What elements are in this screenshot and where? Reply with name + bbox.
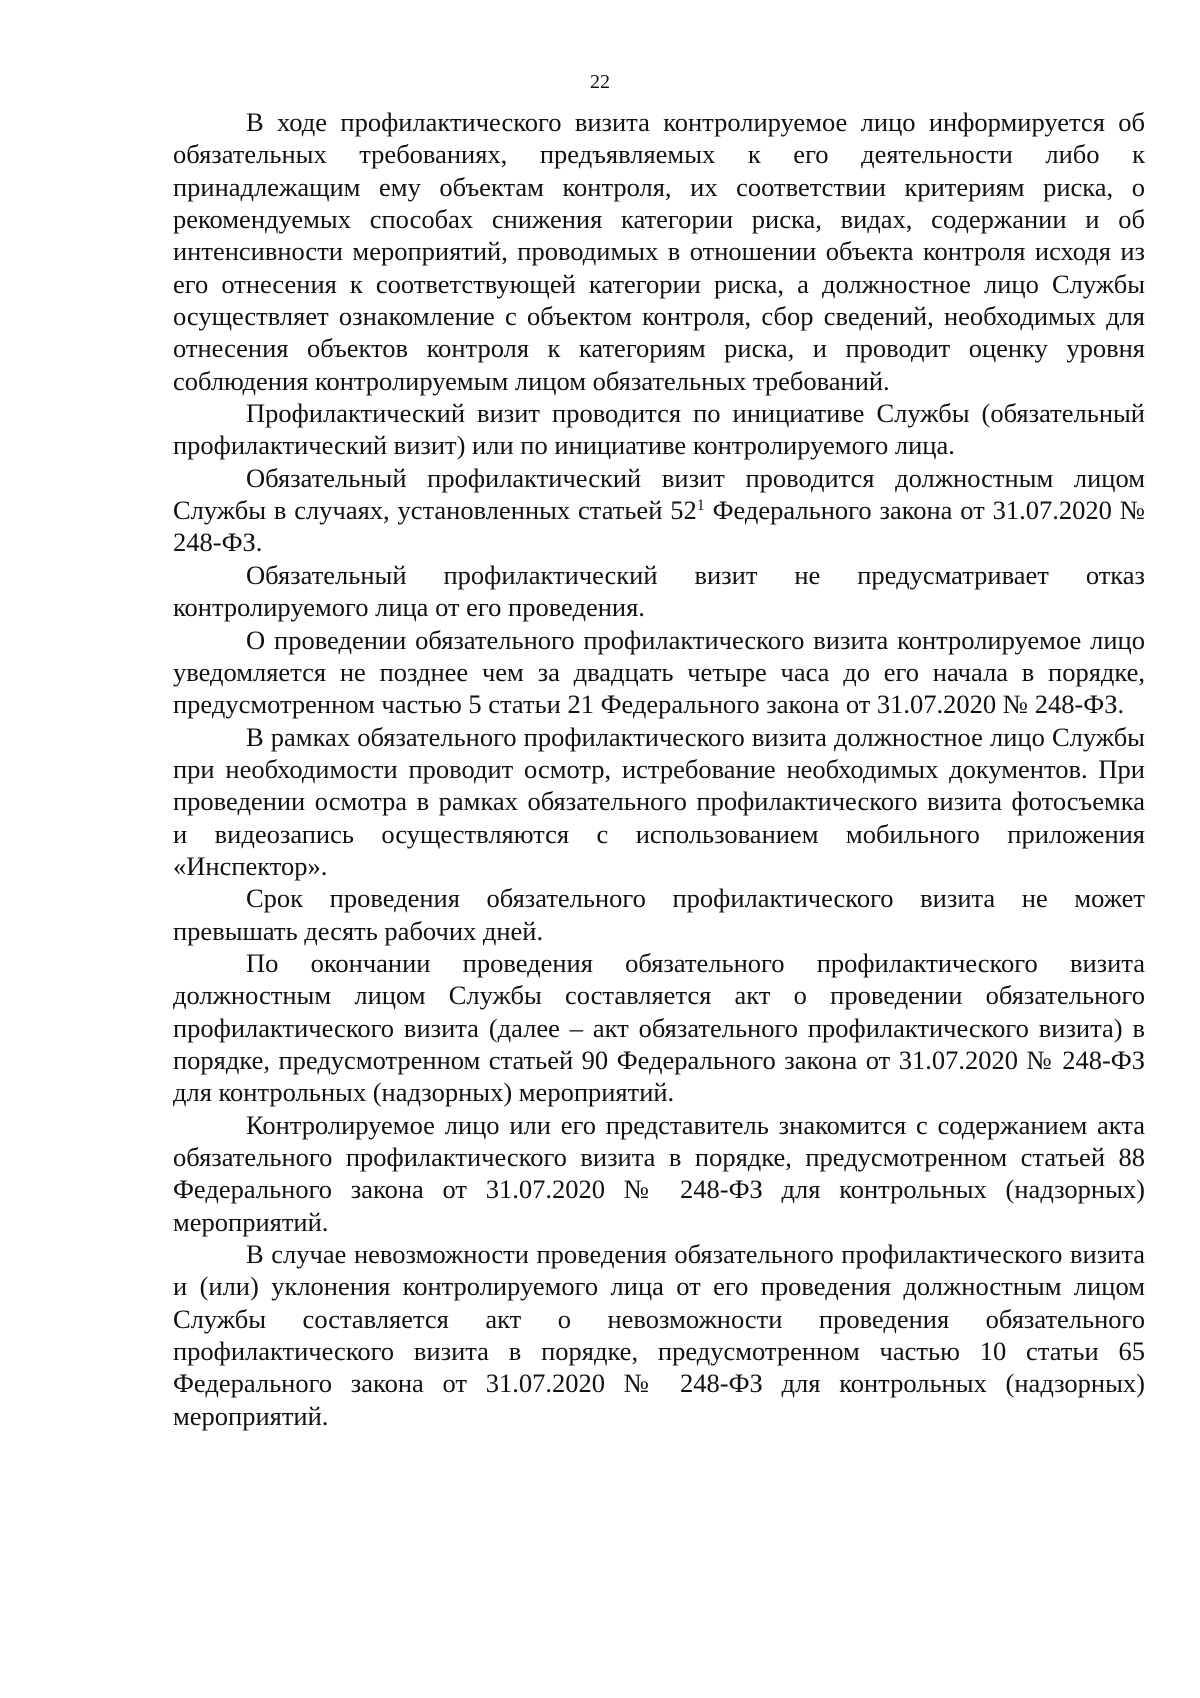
paragraph-duration: Срок проведения обязательного профилактического визита не может превышать десять рабочих дней. bbox=[173, 883, 1145, 946]
paragraph-act-familiarization: Контролируемое лицо или его представитель знакомится с содержанием акта обязательного профилактического визита в порядке, предусмотренном статьей 88 Федерального закона от 31.07.2020 № 248-ФЗ для контрольных (надзорных) мероприятий. bbox=[173, 1109, 1145, 1237]
paragraph-text: Обязательный профилактический визит проводится должностным лицом Службы в случаях, установленных статьей 52 bbox=[173, 462, 1145, 526]
article-superscript: 1 bbox=[696, 497, 705, 515]
paragraph-inspection: В рамках обязательного профилактического визита должностное лицо Службы при необходимости проводит осмотр, истребование необходимых документов. При проведении осмотра в рамках обязательного профилактического визита фотосъемка и видеозапись осуществляются с использованием мобильного приложения «Инспектор». bbox=[173, 721, 1145, 881]
paragraph-text: Федерального закона от 31.07.2020 № 248-ФЗ. bbox=[173, 495, 1145, 558]
paragraph-notification: О проведении обязательного профилактического визита контролируемое лицо уведомляется не позднее чем за двадцать четыре часа до его начала в порядке, предусмотренном частью 5 статьи 21 Федерального закона от 31.07.2020 № 248-ФЗ. bbox=[173, 624, 1145, 720]
page-number: 22 bbox=[590, 71, 610, 93]
paragraph-impossibility-act: В случае невозможности проведения обязательного профилактического визита и (или) уклонения контролируемого лица от его проведения должностным лицом Службы составляется акт о невозможности проведения обязательного профилактического визита в порядке, предусмотренном частью 10 статьи 65 Федерального закона от 31.07.2020 № 248-ФЗ для контрольных (надзорных) мероприятий. bbox=[173, 1239, 1145, 1431]
paragraph-visit-initiative: Профилактический визит проводится по инициативе Службы (обязательный профилактический визит) или по инициативе контролируемого лица. bbox=[173, 398, 1145, 461]
paragraph-visit-act: По окончании проведения обязательного профилактического визита должностным лицом Службы составляется акт о проведении обязательного профилактического визита (далее – акт обязательного профилактического визита) в порядке, предусмотренном статьей 90 Федерального закона от 31.07.2020 № 248-ФЗ для контрольных (надзорных) мероприятий. bbox=[173, 947, 1145, 1108]
document-body bbox=[173, 106, 1145, 1432]
paragraph-no-refusal: Обязательный профилактический визит не предусматривает отказ контролируемого лица от его проведения. bbox=[173, 559, 1145, 623]
paragraph-mandatory-visit-cases bbox=[173, 462, 1145, 559]
paragraph-visit-information: В ходе профилактического визита контролируемое лицо информируется об обязательных требованиях, предъявляемых к его деятельности либо к принадлежащим ему объектам контроля, их соответствии критериям риска, о рекомендуемых способах снижения категории риска, видах, содержании и об интенсивности мероприятий, проводимых в отношении объекта контроля исходя из его отнесения к соответствующей категории риска, а должностное лицо Службы осуществляет ознакомление с объектом контроля, сбор сведений, необходимых для отнесения объектов контроля к категориям риска, и проводит оценку уровня соблюдения контролируемым лицом обязательных требований. bbox=[173, 107, 1145, 396]
